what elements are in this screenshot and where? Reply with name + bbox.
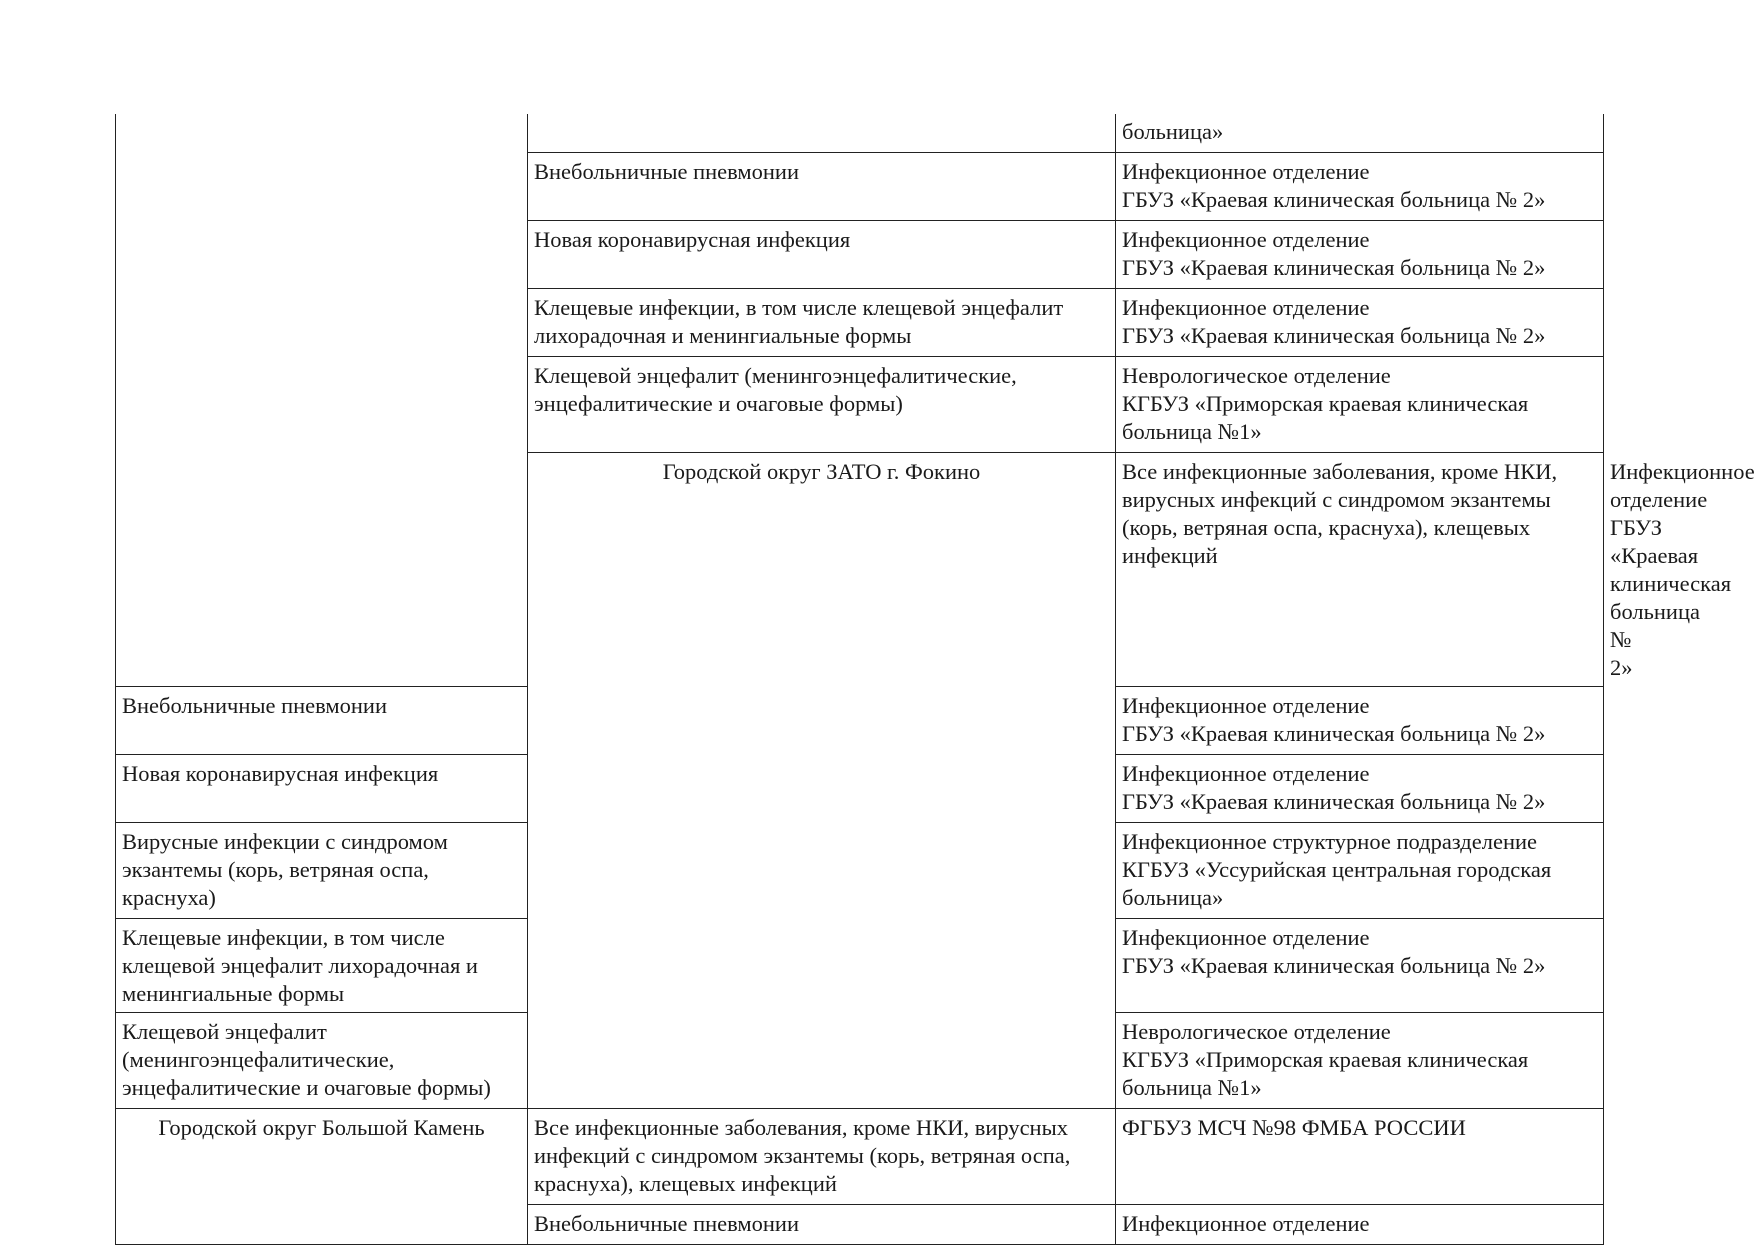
disease-cell: Все инфекционные заболевания, кроме НКИ, вирусных инфекций с синдромом экзантемы (корь, ветряная оспа, краснуха), клещевых инфекций [528,1109,1116,1205]
disease-cell: Клещевые инфекции, в том числе клещевой энцефалит лихорадочная и менингиальные формы [528,289,1116,357]
facility-cell: Инфекционное отделение [1116,1205,1604,1245]
disease-cell [528,114,1116,153]
facility-cell: Инфекционное отделение ГБУЗ «Краевая клиническая больница № 2» [1116,221,1604,289]
table-row: Городской округ ЗАТО г. Фокино Все инфекционные заболевания, кроме НКИ, вирусных инфекций с синдромом экзантемы (корь, ветряная оспа, краснуха), клещевых инфекций Инфекционное отделение ГБУЗ «Краевая клиническая больница № 2» [116,453,1604,687]
disease-cell: Внебольничные пневмонии [528,1205,1116,1245]
disease-cell: Вирусные инфекции с синдромом экзантемы (корь, ветряная оспа, краснуха) [116,823,528,919]
district-cell: Городской округ ЗАТО г. Фокино [528,453,1116,1109]
facility-cell: больница» [1116,114,1604,153]
table-body [116,114,1755,1245]
disease-cell: Внебольничные пневмонии [528,153,1116,221]
facility-cell: Неврологическое отделение КГБУЗ «Приморская краевая клиническая больница №1» [1116,357,1604,453]
facility-cell: Инфекционное структурное подразделение КГБУЗ «Уссурийская центральная городская больница» [1116,823,1604,919]
facility-cell: Неврологическое отделение КГБУЗ «Приморская краевая клиническая больница №1» [1116,1013,1604,1109]
hospitalization-routing-table [115,114,1755,1245]
disease-cell: Клещевой энцефалит (менингоэнцефалитические, энцефалитические и очаговые формы) [116,1013,528,1109]
disease-cell: Новая коронавирусная инфекция [528,221,1116,289]
facility-cell: Инфекционное отделение ГБУЗ «Краевая клиническая больница № 2» [1116,755,1604,823]
disease-cell: Все инфекционные заболевания, кроме НКИ, вирусных инфекций с синдромом экзантемы (корь, ветряная оспа, краснуха), клещевых инфекций [1116,453,1604,687]
disease-cell: Новая коронавирусная инфекция [116,755,528,823]
district-cell [116,114,528,687]
facility-cell: Инфекционное отделение ГБУЗ «Краевая клиническая больница № 2» [1116,919,1604,1013]
disease-cell: Клещевые инфекции, в том числе клещевой энцефалит лихорадочная и менингиальные формы [116,919,528,1013]
disease-cell: Клещевой энцефалит (менингоэнцефалитические, энцефалитические и очаговые формы) [528,357,1116,453]
facility-cell: Инфекционное отделение ГБУЗ «Краевая клиническая больница № 2» [1116,289,1604,357]
facility-cell: Инфекционное отделение ГБУЗ «Краевая клиническая больница № 2» [1116,687,1604,755]
facility-cell: ФГБУЗ МСЧ №98 ФМБА РОССИИ [1116,1109,1604,1205]
table-row [116,114,1604,153]
facility-cell: Инфекционное отделение ГБУЗ «Краевая клиническая больница № 2» [1116,153,1604,221]
district-cell: Городской округ Большой Камень [116,1109,528,1245]
table-row [116,1109,1604,1205]
disease-cell: Внебольничные пневмонии [116,687,528,755]
